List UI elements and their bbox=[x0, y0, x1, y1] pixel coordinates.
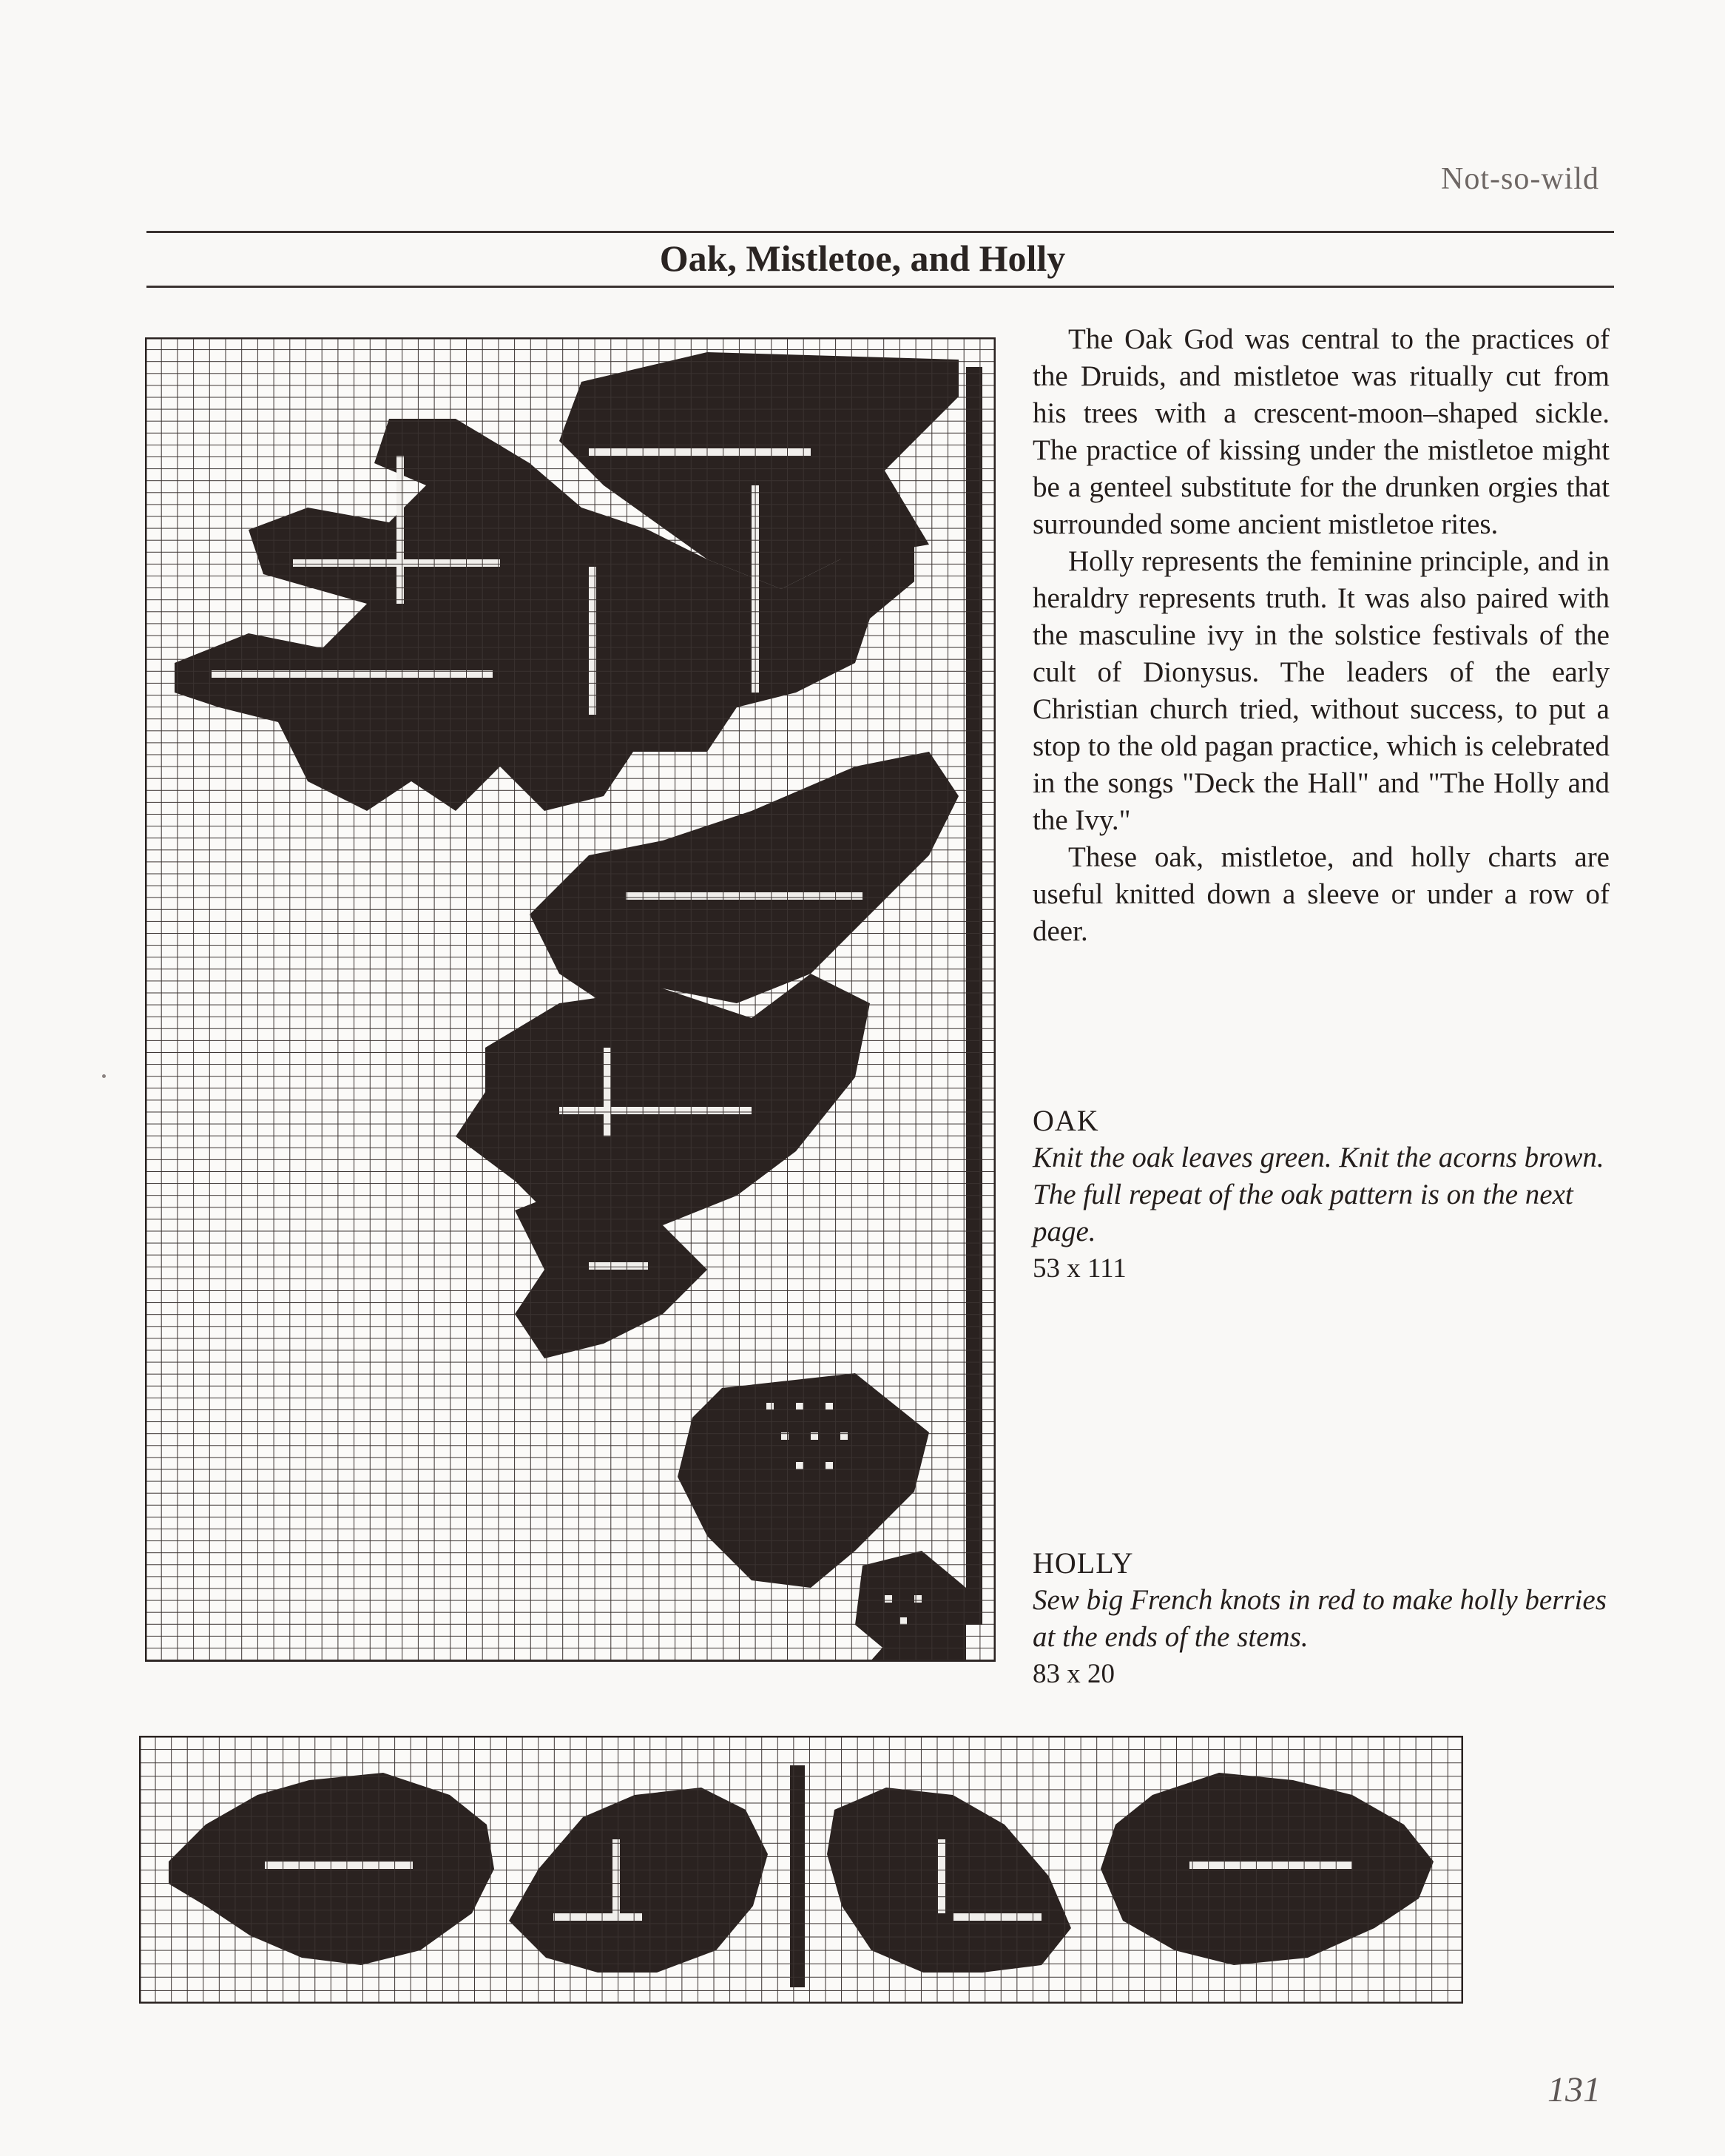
oak-chart-grid bbox=[145, 337, 996, 1662]
oak-knitting-chart bbox=[145, 337, 996, 1662]
title-rule-bottom bbox=[146, 286, 1614, 288]
title-rule-top bbox=[146, 231, 1614, 233]
body-text bbox=[1033, 321, 1610, 950]
oak-size: 53 x 111 bbox=[1033, 1253, 1127, 1284]
margin-speck bbox=[102, 1074, 106, 1078]
holly-note: Sew big French knots in red to make holly berries at the ends of the stems. bbox=[1033, 1584, 1607, 1653]
holly-chart-grid bbox=[139, 1736, 1463, 2004]
oak-chart-svg bbox=[145, 337, 996, 1662]
page-title: Oak, Mistletoe, and Holly bbox=[659, 238, 1066, 279]
oak-heading: OAK bbox=[1033, 1104, 1099, 1137]
holly-caption bbox=[1033, 1545, 1610, 1693]
page-number: 131 bbox=[1547, 2070, 1601, 2109]
holly-knitting-chart bbox=[139, 1736, 1463, 2004]
holly-size: 83 x 20 bbox=[1033, 1659, 1115, 1689]
holly-chart-svg bbox=[139, 1736, 1463, 2004]
body-paragraph: The Oak God was central to the practices of the Druids, and mistletoe was ritually cut from his trees with a crescent-moon–shaped sickle. The practice of kissing under the mistletoe might be a genteel substitute for the drunken orgies that surrounded some ancient mistletoe rites. bbox=[1033, 323, 1610, 540]
holly-heading: HOLLY bbox=[1033, 1546, 1134, 1580]
body-paragraph: These oak, mistletoe, and holly charts are useful knitted down a sleeve or under a row of deer. bbox=[1033, 841, 1610, 947]
running-head: Not-so-wild bbox=[1441, 162, 1599, 196]
oak-caption bbox=[1033, 1102, 1610, 1287]
body-paragraph: Holly represents the feminine principle, and in heraldry represents truth. It was also paired with the masculine ivy in the solstice festivals of the cult of Dionysus. The leaders of the early Christian church tried, without success, to put a stop to the old pagan practice, which is celebrated in the songs "Deck the Hall" and "The Holly and the Ivy." bbox=[1033, 545, 1610, 836]
oak-note: Knit the oak leaves green. Knit the acorns brown. The full repeat of the oak pattern is on the next page. bbox=[1033, 1142, 1604, 1247]
